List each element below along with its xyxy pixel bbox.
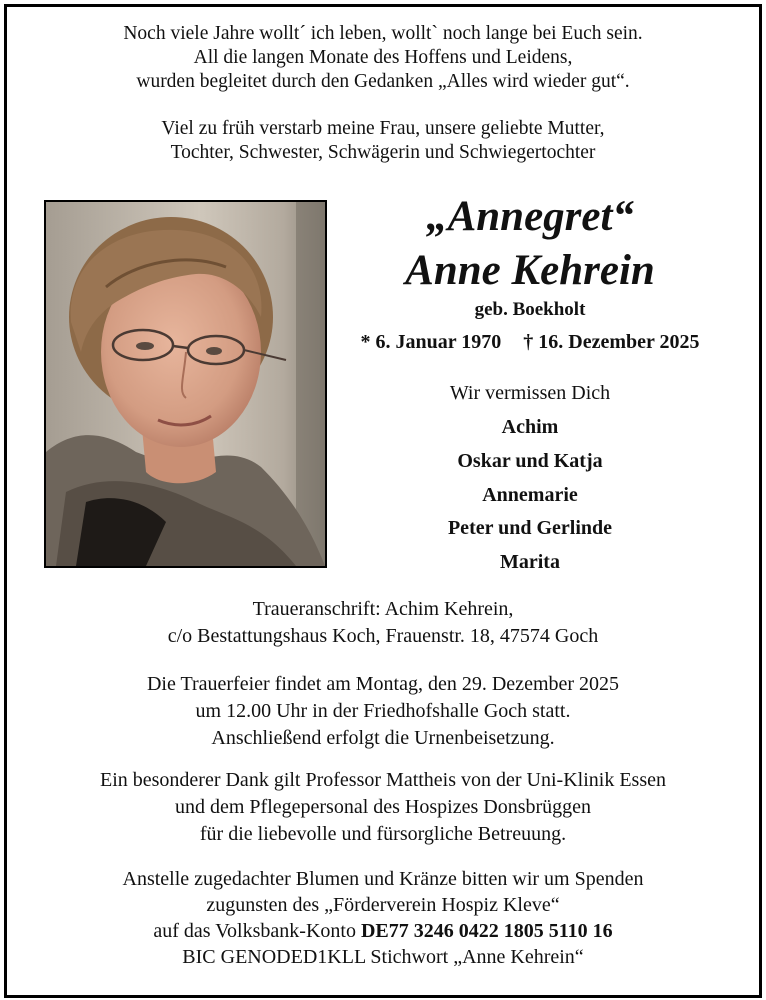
funeral-info <box>0 671 766 752</box>
mourner-name: Peter und Gerlinde <box>447 517 613 539</box>
thanks-text <box>0 767 766 848</box>
intro-text <box>0 117 766 165</box>
poem-line-2: All die langen Monate des Hoffens und Leidens, <box>193 47 573 68</box>
deceased-name: Anne Kehrein <box>405 247 655 294</box>
iban-number: DE77 3246 0422 1805 5110 16 <box>360 920 613 942</box>
donation-line-2: zugunsten des „Förderverein Hospiz Kleve“ <box>206 894 560 916</box>
donation-line-3 <box>0 918 766 944</box>
account-label: auf das Volksbank-Konto <box>153 920 361 942</box>
birth-name: geb. Boekholt <box>474 299 586 320</box>
poem-line-1: Noch viele Jahre wollt´ ich leben, wollt` noch lange bei Euch sein. <box>123 23 643 44</box>
poem-line-3: wurden begleitet durch den Gedanken „Alles wird wieder gut“. <box>136 71 630 92</box>
mourner-name: Oskar und Katja <box>457 450 603 472</box>
life-dates <box>330 329 730 355</box>
thanks-line-1: Ein besonderer Dank gilt Professor Mattheis von der Uni-Klinik Essen <box>99 769 666 791</box>
mourner-name: Annemarie <box>482 484 578 506</box>
mourner-name: Achim <box>501 416 559 438</box>
intro-line-2: Tochter, Schwester, Schwägerin und Schwiegertochter <box>170 142 596 163</box>
funeral-line-1: Die Trauerfeier findet am Montag, den 29. Dezember 2025 <box>146 673 620 695</box>
thanks-line-3: für die liebevolle und fürsorgliche Betreuung. <box>199 823 567 845</box>
mourning-address <box>0 596 766 650</box>
intro-line-1: Viel zu früh verstarb meine Frau, unsere geliebte Mutter, <box>161 118 605 139</box>
donation-info <box>0 866 766 970</box>
deceased-nickname: „Annegret“ <box>426 193 634 240</box>
funeral-line-2: um 12.00 Uhr in der Friedhofshalle Goch statt. <box>195 700 571 722</box>
birth-date: * 6. Januar 1970 <box>360 331 502 353</box>
portrait-photo <box>44 200 327 568</box>
donation-line-1: Anstelle zugedachter Blumen und Kränze bitten wir um Spenden <box>122 868 644 890</box>
thanks-line-2: und dem Pflegepersonal des Hospizes Donsbrüggen <box>174 796 592 818</box>
address-line-2: c/o Bestattungshaus Koch, Frauenstr. 18, 47574 Goch <box>167 625 599 647</box>
mourners-heading: Wir vermissen Dich <box>449 382 611 404</box>
donation-line-4: BIC GENODED1KLL Stichwort „Anne Kehrein“ <box>182 946 584 968</box>
funeral-line-3: Anschließend erfolgt die Urnenbeisetzung. <box>211 727 555 749</box>
mourner-name: Marita <box>500 551 560 573</box>
death-date: † 16. Dezember 2025 <box>523 331 700 353</box>
address-line-1: Traueranschrift: Achim Kehrein, <box>252 598 514 620</box>
